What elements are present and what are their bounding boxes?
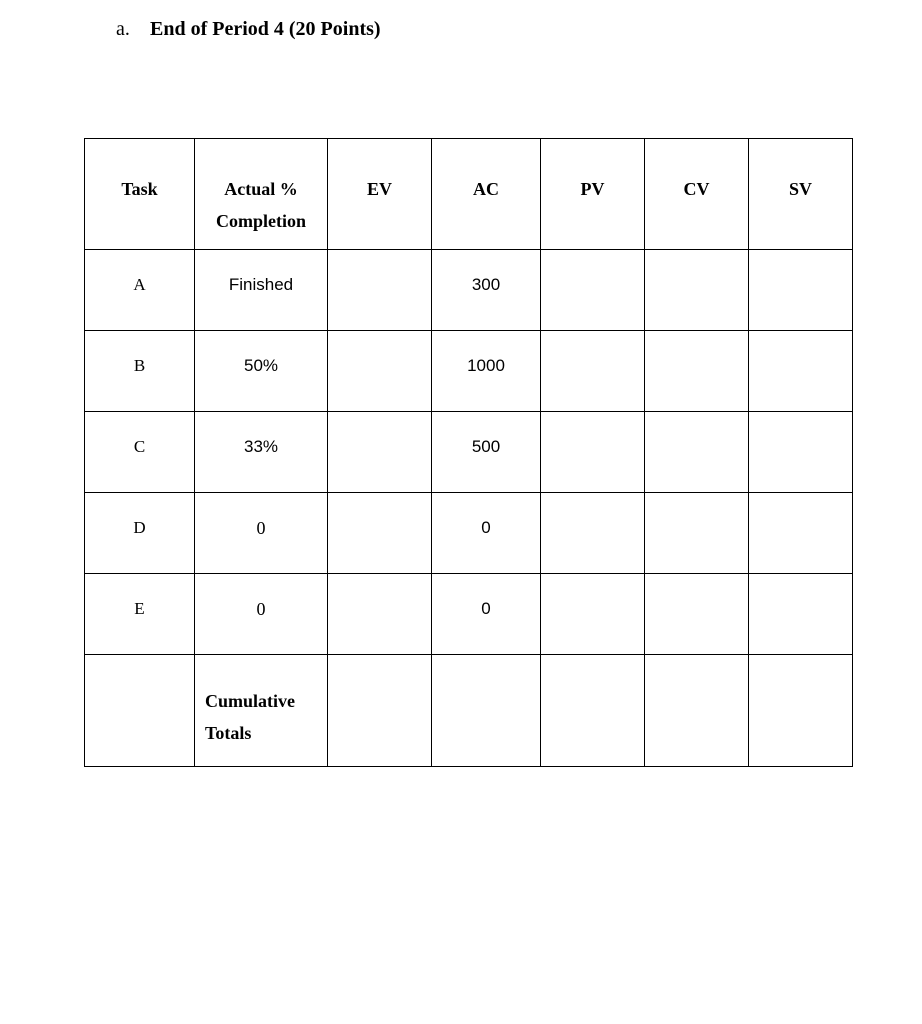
table-row bbox=[85, 331, 853, 412]
totals-label-line2: Totals bbox=[205, 723, 252, 743]
actual-completion-cell: 0 bbox=[195, 493, 328, 574]
sv-cell[interactable] bbox=[749, 412, 853, 493]
sv-cell[interactable] bbox=[749, 574, 853, 655]
ev-cell[interactable] bbox=[328, 412, 432, 493]
table-row bbox=[85, 493, 853, 574]
header-pv: PV bbox=[541, 139, 645, 250]
actual-completion-cell: 50% bbox=[195, 331, 328, 412]
header-actual-completion bbox=[195, 139, 328, 250]
ac-cell: 500 bbox=[432, 412, 541, 493]
pv-cell[interactable] bbox=[541, 331, 645, 412]
totals-task-cell bbox=[85, 655, 195, 767]
total-ev-cell[interactable] bbox=[328, 655, 432, 767]
cv-cell[interactable] bbox=[645, 331, 749, 412]
table-row bbox=[85, 412, 853, 493]
question-heading bbox=[116, 16, 381, 42]
ev-cell[interactable] bbox=[328, 250, 432, 331]
total-ac-cell[interactable] bbox=[432, 655, 541, 767]
ev-cell[interactable] bbox=[328, 493, 432, 574]
table-row bbox=[85, 574, 853, 655]
ac-cell: 1000 bbox=[432, 331, 541, 412]
ev-cell[interactable] bbox=[328, 574, 432, 655]
header-ev: EV bbox=[328, 139, 432, 250]
task-cell: A bbox=[85, 250, 195, 331]
header-cv: CV bbox=[645, 139, 749, 250]
totals-label-line1: Cumulative bbox=[205, 691, 295, 711]
actual-completion-cell: 0 bbox=[195, 574, 328, 655]
actual-completion-cell: Finished bbox=[195, 250, 328, 331]
pv-cell[interactable] bbox=[541, 412, 645, 493]
cumulative-totals-label bbox=[195, 655, 328, 767]
total-cv-cell[interactable] bbox=[645, 655, 749, 767]
header-sv: SV bbox=[749, 139, 853, 250]
cv-cell[interactable] bbox=[645, 250, 749, 331]
sv-cell[interactable] bbox=[749, 331, 853, 412]
pv-cell[interactable] bbox=[541, 574, 645, 655]
header-actual-line1: Actual % bbox=[224, 179, 298, 199]
task-cell: E bbox=[85, 574, 195, 655]
total-sv-cell[interactable] bbox=[749, 655, 853, 767]
header-ac: AC bbox=[432, 139, 541, 250]
actual-completion-cell: 33% bbox=[195, 412, 328, 493]
ev-cell[interactable] bbox=[328, 331, 432, 412]
ac-cell: 0 bbox=[432, 574, 541, 655]
header-actual-line2: Completion bbox=[216, 211, 306, 231]
evm-table bbox=[84, 138, 853, 767]
sv-cell[interactable] bbox=[749, 493, 853, 574]
ac-cell: 0 bbox=[432, 493, 541, 574]
question-letter: a. bbox=[116, 18, 130, 40]
ac-cell: 300 bbox=[432, 250, 541, 331]
sv-cell[interactable] bbox=[749, 250, 853, 331]
totals-row bbox=[85, 655, 853, 767]
task-cell: B bbox=[85, 331, 195, 412]
total-pv-cell[interactable] bbox=[541, 655, 645, 767]
pv-cell[interactable] bbox=[541, 493, 645, 574]
cv-cell[interactable] bbox=[645, 493, 749, 574]
header-row bbox=[85, 139, 853, 250]
task-cell: C bbox=[85, 412, 195, 493]
cv-cell[interactable] bbox=[645, 412, 749, 493]
question-title: End of Period 4 (20 Points) bbox=[150, 18, 381, 40]
header-task: Task bbox=[85, 139, 195, 250]
table-row bbox=[85, 250, 853, 331]
cv-cell[interactable] bbox=[645, 574, 749, 655]
pv-cell[interactable] bbox=[541, 250, 645, 331]
task-cell: D bbox=[85, 493, 195, 574]
